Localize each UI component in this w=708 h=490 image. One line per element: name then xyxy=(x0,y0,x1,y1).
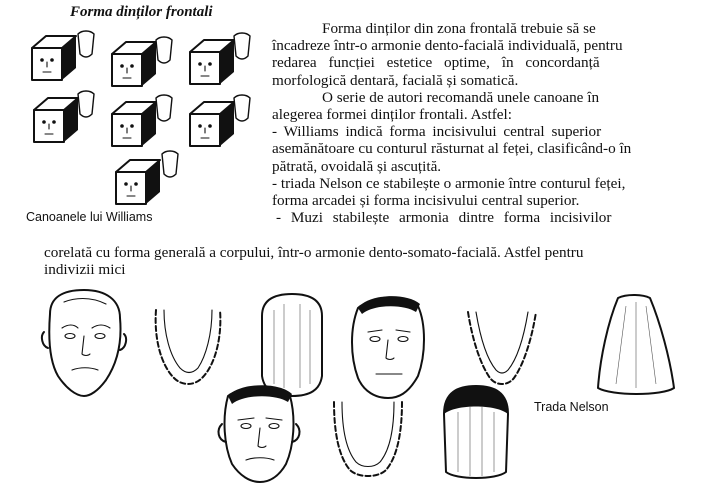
incisor-square-2 xyxy=(156,37,172,63)
incisor-ovoid xyxy=(78,91,94,117)
face-cube-tapered xyxy=(116,160,160,204)
incisor-ovoid-2 xyxy=(156,95,172,121)
face-drawing-2 xyxy=(344,294,444,404)
text-line-3: redarea funcției estetice optime, în concordanță xyxy=(272,54,600,72)
text-line-2: încadreze într-o armonie dento-facială individuală, pentru xyxy=(272,37,623,55)
face-cube-square xyxy=(32,36,76,80)
text-line-5: O serie de autori recomandă unele canoane în xyxy=(322,88,600,106)
text-line-8: asemănătoare cu conturul răsturnat al feței, clasificând-o în xyxy=(272,140,632,158)
incisor-square-3 xyxy=(234,33,250,59)
text-line-11: forma arcadei și forma incisivului central superior. xyxy=(272,192,580,210)
text-line-6: alegerea formei dinților frontali. Astfel: xyxy=(272,106,512,124)
face-drawing-3 xyxy=(216,384,316,484)
section-title: Forma dinților frontali xyxy=(70,4,213,20)
williams-canons-figure xyxy=(20,22,260,222)
text-line-9: pătrată, ovoidală și ascuțită. xyxy=(272,157,442,175)
incisor-ovoid-3 xyxy=(234,95,250,121)
incisor-drawing-3 xyxy=(436,384,516,484)
nelson-caption: Trada Nelson xyxy=(534,400,609,414)
text-line-1: Forma dinților din zona frontală trebuie să se xyxy=(322,20,596,37)
incisor-drawing-2 xyxy=(592,292,682,402)
dental-arch-3 xyxy=(328,400,408,490)
face-cube-ovoid-3 xyxy=(190,102,234,146)
text-line-7: - Williams indică forma incisivului central superior xyxy=(272,123,602,141)
williams-caption: Canoanele lui Williams xyxy=(26,210,153,224)
text-line-4: morfologică dentară, facială și somatică. xyxy=(272,71,519,89)
text-line-10: - triada Nelson ce stabilește o armonie între conturul feței, xyxy=(272,174,626,192)
face-cube-square-3 xyxy=(190,40,234,84)
body-text-continued xyxy=(20,244,700,278)
text-line-12: - Muzi stabilește armonia dintre forma incisivilor xyxy=(276,209,612,227)
face-cube-ovoid-2 xyxy=(112,102,156,146)
dental-arch-1 xyxy=(148,306,228,396)
body-text xyxy=(272,20,696,226)
face-drawing-1 xyxy=(40,290,140,400)
incisor-tapered xyxy=(162,151,178,177)
text-line-14: indivizii mici xyxy=(44,261,126,279)
incisor-square xyxy=(78,31,94,57)
text-line-13: corelată cu forma generală a corpului, într-o armonie dento-somato-facială. Astfel pentru xyxy=(44,244,584,261)
face-cube-square-2 xyxy=(112,42,156,86)
face-cube-ovoid xyxy=(34,98,78,142)
